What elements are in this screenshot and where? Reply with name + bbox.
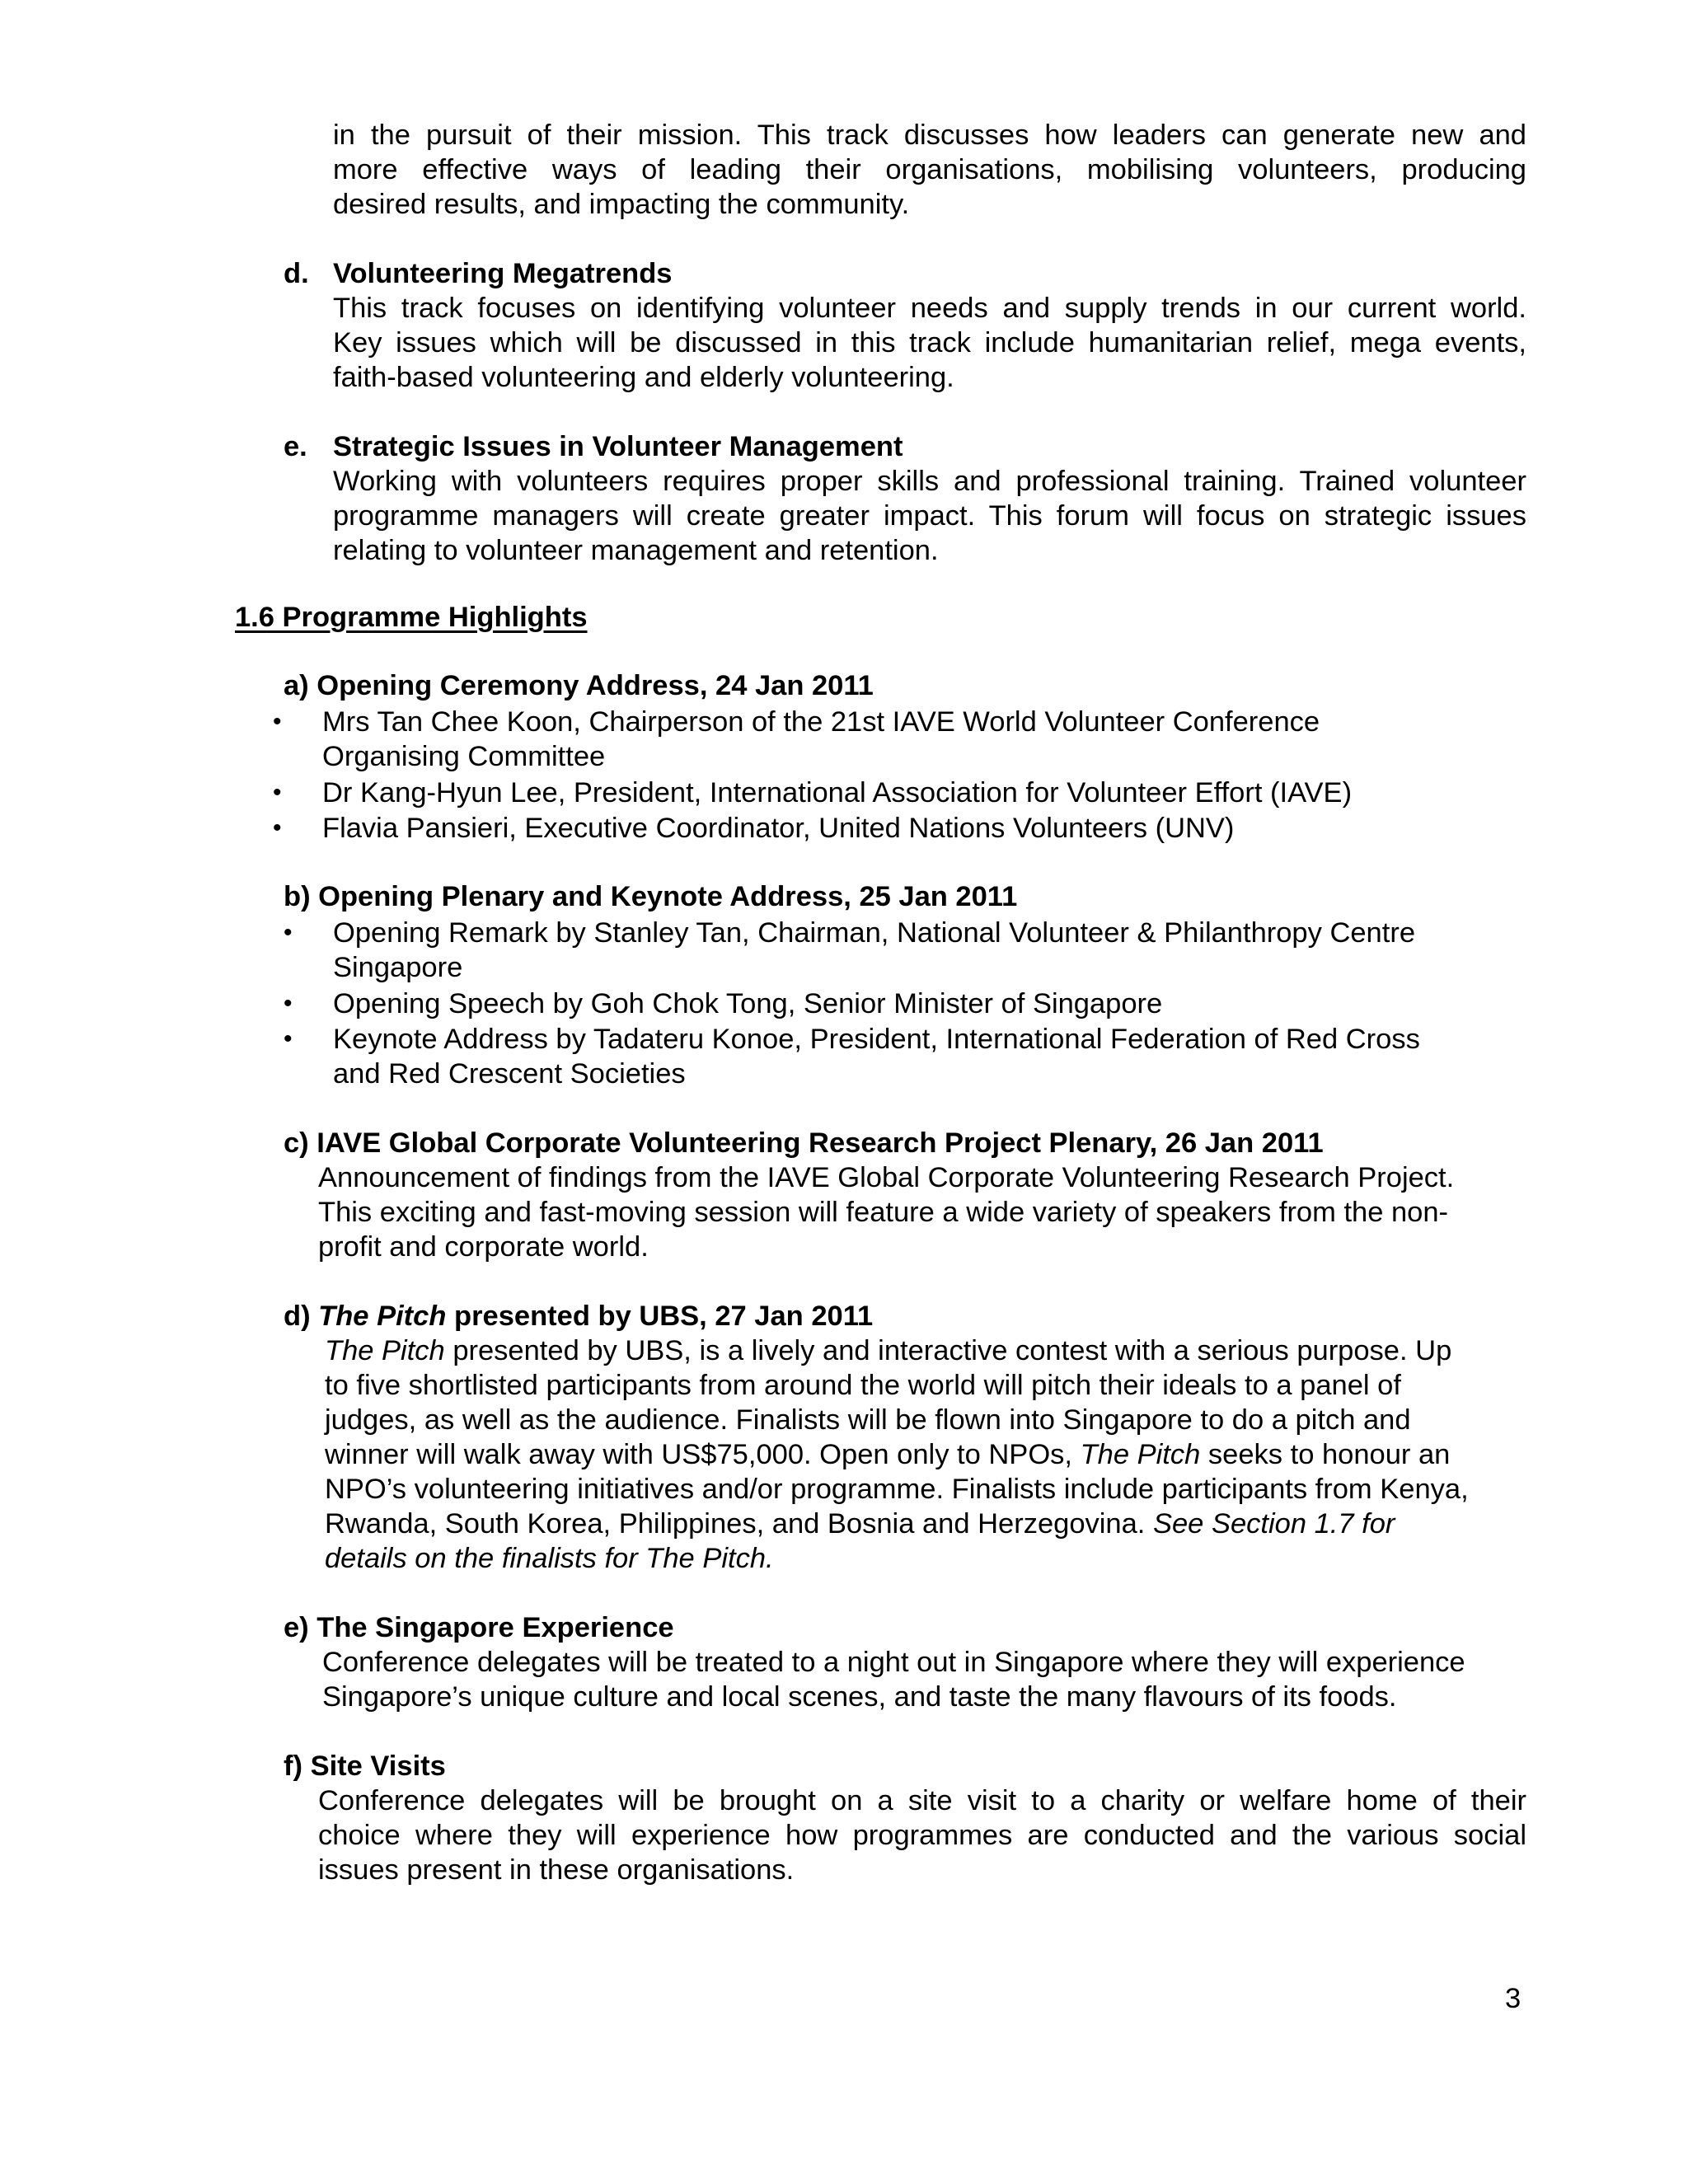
- paragraph-line: to five shortlisted participants from around the world will pitch their ideals to a panel of: [325, 1370, 1401, 1401]
- bullet-icon: •: [273, 814, 282, 841]
- italic-title: The Pitch: [325, 1335, 445, 1366]
- bullet-item: Mrs Tan Chee Koon, Chairperson of the 21st IAVE World Volunteer Conference: [322, 706, 1320, 738]
- paragraph-line: Key issues which will be discussed in this track include humanitarian relief, mega events,: [333, 327, 1526, 359]
- italic-note: See Section 1.7 for: [1152, 1508, 1395, 1540]
- paragraph-line: profit and corporate world.: [318, 1231, 649, 1263]
- paragraph-line: NPO’s volunteering initiatives and/or programme. Finalists include participants from Kenya,: [325, 1474, 1469, 1505]
- title-italic: The Pitch: [318, 1301, 447, 1332]
- section-heading: 1.6 Programme Highlights: [235, 602, 588, 633]
- paragraph-line: judges, as well as the audience. Finalists will be flown into Singapore to do a pitch and: [325, 1404, 1411, 1436]
- bullet-item-continuation: Organising Committee: [322, 741, 606, 772]
- paragraph-line: Conference delegates will be brought on a site visit to a charity or welfare home of their: [318, 1785, 1526, 1816]
- highlight-title: e) The Singapore Experience: [284, 1612, 674, 1643]
- text-span: winner will walk away with US$75,000. Open only to NPOs,: [325, 1439, 1081, 1470]
- paragraph-line: relating to volunteer management and retention.: [333, 535, 939, 566]
- paragraph-line: more effective ways of leading their organisations, mobilising volunteers, producing: [333, 154, 1526, 185]
- track-marker: d.: [284, 258, 309, 289]
- text-span: seeks to honour an: [1200, 1439, 1451, 1470]
- highlight-title: b) Opening Plenary and Keynote Address, 25 Jan 2011: [284, 881, 1018, 912]
- bullet-item: Flavia Pansieri, Executive Coordinator, United Nations Volunteers (UNV): [322, 813, 1235, 844]
- highlight-title: [284, 1299, 873, 1333]
- bullet-icon: •: [273, 708, 282, 735]
- italic-title: The Pitch: [1080, 1439, 1201, 1470]
- paragraph-line: Singapore’s unique culture and local scenes, and taste the many flavours of its foods.: [322, 1681, 1397, 1713]
- paragraph-line: faith-based volunteering and elderly volunteering.: [333, 362, 954, 393]
- paragraph-line: Working with volunteers requires proper skills and professional training. Trained volunteer: [333, 466, 1526, 497]
- highlight-title: f) Site Visits: [284, 1750, 446, 1782]
- track-title: Strategic Issues in Volunteer Management: [333, 431, 903, 462]
- paragraph-line: [325, 1333, 1451, 1368]
- paragraph-line: issues present in these organisations.: [318, 1854, 795, 1886]
- bullet-icon: •: [273, 779, 282, 806]
- paragraph-line: programme managers will create greater impact. This forum will focus on strategic issues: [333, 500, 1526, 532]
- title-rest: presented by UBS, 27 Jan 2011: [446, 1301, 874, 1332]
- bullet-item: Dr Kang-Hyun Lee, President, International Association for Volunteer Effort (IAVE): [322, 777, 1353, 808]
- paragraph-line: This track focuses on identifying volunteer needs and supply trends in our current world.: [333, 293, 1526, 324]
- paragraph-line: desired results, and impacting the community.: [333, 189, 910, 220]
- paragraph-line: Conference delegates will be treated to a night out in Singapore where they will experience: [322, 1647, 1465, 1678]
- bullet-icon: •: [284, 990, 293, 1017]
- text-span: presented by UBS, is a lively and interactive contest with a serious purpose. Up: [444, 1335, 1452, 1366]
- bullet-item-continuation: and Red Crescent Societies: [333, 1058, 686, 1090]
- paragraph-line: [325, 1541, 774, 1576]
- highlight-title: a) Opening Ceremony Address, 24 Jan 2011: [284, 670, 874, 701]
- bullet-item-continuation: Singapore: [333, 952, 463, 983]
- bullet-item: Opening Speech by Goh Chok Tong, Senior Minister of Singapore: [333, 988, 1163, 1019]
- text-span: Rwanda, South Korea, Philippines, and Bosnia and Herzegovina.: [325, 1508, 1153, 1540]
- bullet-item: Keynote Address by Tadateru Konoe, President, International Federation of Red Cross: [333, 1024, 1420, 1055]
- track-title: Volunteering Megatrends: [333, 258, 673, 289]
- paragraph-line: This exciting and fast-moving session will feature a wide variety of speakers from the non-: [318, 1197, 1449, 1228]
- paragraph-line: [325, 1507, 1395, 1541]
- title-prefix: d): [284, 1301, 319, 1332]
- paragraph-line: Announcement of findings from the IAVE Global Corporate Volunteering Research Project.: [318, 1162, 1455, 1193]
- paragraph-line: in the pursuit of their mission. This track discusses how leaders can generate new and: [333, 120, 1526, 151]
- highlight-title: c) IAVE Global Corporate Volunteering Research Project Plenary, 26 Jan 2011: [284, 1127, 1324, 1159]
- paragraph-line: [325, 1437, 1450, 1472]
- bullet-item: Opening Remark by Stanley Tan, Chairman, National Volunteer & Philanthropy Centre: [333, 917, 1416, 949]
- page-number: 3: [1505, 1983, 1522, 2014]
- bullet-icon: •: [284, 1025, 293, 1052]
- track-marker: e.: [284, 431, 307, 462]
- italic-note: details on the finalists for The Pitch.: [325, 1543, 774, 1574]
- paragraph-line: choice where they will experience how programmes are conducted and the various social: [318, 1820, 1526, 1851]
- bullet-icon: •: [284, 919, 293, 946]
